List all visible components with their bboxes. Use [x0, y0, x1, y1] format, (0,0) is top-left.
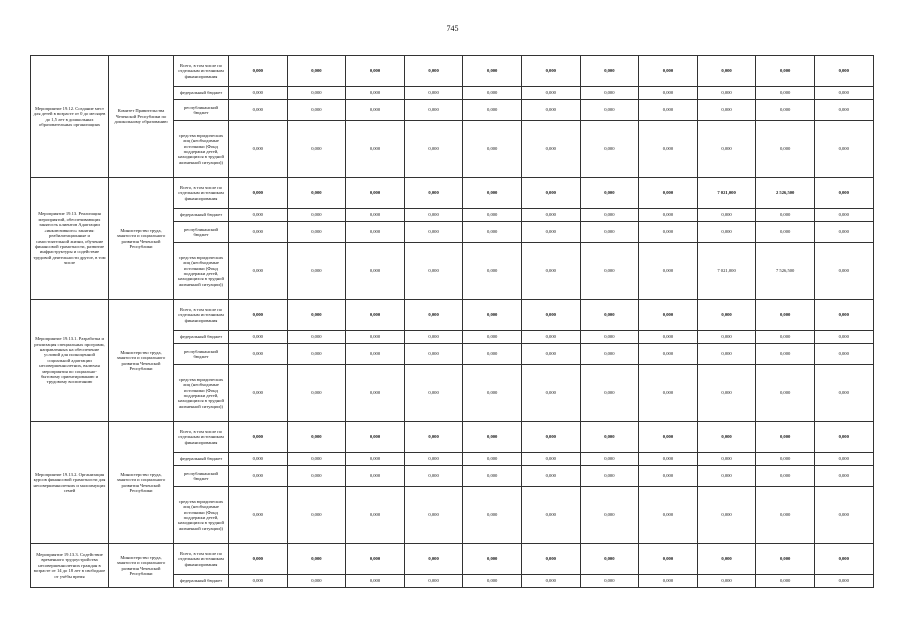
value-cell: 0,000	[756, 100, 815, 121]
value-cell: 0,000	[580, 56, 639, 87]
value-cell: 0,000	[756, 331, 815, 344]
value-cell: 0,000	[639, 243, 698, 300]
value-cell: 0,000	[404, 243, 463, 300]
value-cell: 0,000	[521, 178, 580, 209]
value-cell: 0,000	[346, 243, 405, 300]
value-cell: 0,000	[229, 222, 288, 243]
value-cell: 0,000	[463, 121, 522, 178]
value-cell: 0,000	[229, 487, 288, 544]
value-cell: 0,000	[287, 300, 346, 331]
value-cell: 0,000	[580, 365, 639, 422]
value-cell: 0,000	[580, 209, 639, 222]
value-cell: 0,000	[287, 575, 346, 588]
value-cell: 0,000	[814, 544, 873, 575]
funding-source-cell: республиканский бюджет	[174, 100, 229, 121]
value-cell: 0,000	[346, 178, 405, 209]
value-cell: 0,000	[814, 121, 873, 178]
value-cell: 0,000	[639, 544, 698, 575]
value-cell: 0,000	[287, 178, 346, 209]
value-cell: 0,000	[814, 344, 873, 365]
value-cell: 0,000	[521, 222, 580, 243]
table-row	[31, 178, 874, 209]
value-cell: 0,000	[580, 331, 639, 344]
value-cell: 0,000	[756, 222, 815, 243]
value-cell: 0,000	[404, 422, 463, 453]
value-cell: 0,000	[404, 331, 463, 344]
value-cell: 0,000	[639, 331, 698, 344]
value-cell: 0,000	[287, 331, 346, 344]
value-cell: 0,000	[580, 487, 639, 544]
value-cell: 0,000	[346, 300, 405, 331]
value-cell: 0,000	[463, 56, 522, 87]
value-cell: 0,000	[404, 87, 463, 100]
value-cell: 0,000	[814, 331, 873, 344]
value-cell: 0,000	[756, 87, 815, 100]
value-cell: 0,000	[697, 222, 756, 243]
executor-cell: Министерство труда, занятости и социального развития Чеченской Республики	[109, 544, 174, 588]
value-cell: 0,000	[463, 222, 522, 243]
value-cell: 0,000	[521, 300, 580, 331]
value-cell: 0,000	[229, 178, 288, 209]
value-cell: 0,000	[463, 209, 522, 222]
value-cell: 0,000	[463, 344, 522, 365]
value-cell: 0,000	[639, 209, 698, 222]
funding-source-cell: средства юридических лиц (необходимые источники (Фонд поддержки детей, находящихся в трудной жизненной ситуации))	[174, 243, 229, 300]
value-cell: 0,000	[639, 121, 698, 178]
value-cell: 0,000	[756, 209, 815, 222]
funding-source-cell: средства юридических лиц (необходимые источники (Фонд поддержки детей, находящихся в трудной жизненной ситуации))	[174, 365, 229, 422]
value-cell: 0,000	[697, 453, 756, 466]
value-cell: 0,000	[521, 453, 580, 466]
value-cell: 0,000	[756, 544, 815, 575]
value-cell: 0,000	[580, 422, 639, 453]
value-cell: 0,000	[521, 331, 580, 344]
value-cell: 0,000	[229, 544, 288, 575]
value-cell: 0,000	[814, 56, 873, 87]
funding-source-cell: Всего, в том числе по отдельным источникам финансирования	[174, 544, 229, 575]
value-cell: 0,000	[463, 422, 522, 453]
value-cell: 0,000	[521, 344, 580, 365]
value-cell: 0,000	[580, 87, 639, 100]
value-cell: 0,000	[463, 300, 522, 331]
value-cell: 0,000	[287, 243, 346, 300]
value-cell: 0,000	[229, 422, 288, 453]
value-cell: 0,000	[346, 121, 405, 178]
value-cell: 0,000	[404, 222, 463, 243]
value-cell: 0,000	[404, 178, 463, 209]
value-cell: 0,000	[697, 344, 756, 365]
value-cell: 0,000	[639, 87, 698, 100]
value-cell: 0,000	[521, 365, 580, 422]
value-cell: 7 021,000	[697, 178, 756, 209]
value-cell: 0,000	[697, 331, 756, 344]
value-cell: 0,000	[521, 466, 580, 487]
value-cell: 2 526,500	[756, 178, 815, 209]
value-cell: 0,000	[229, 466, 288, 487]
value-cell: 0,000	[756, 422, 815, 453]
value-cell: 0,000	[287, 544, 346, 575]
value-cell: 0,000	[814, 365, 873, 422]
event-cell: Мероприятие 19.13.2. Организация курсов финансовой грамотности для несовершеннолетних и малоимущих семей	[31, 422, 109, 544]
value-cell: 0,000	[287, 487, 346, 544]
funding-source-cell: федеральный бюджет	[174, 575, 229, 588]
funding-source-cell: федеральный бюджет	[174, 453, 229, 466]
value-cell: 0,000	[756, 466, 815, 487]
value-cell: 0,000	[463, 87, 522, 100]
value-cell: 0,000	[521, 487, 580, 544]
value-cell: 0,000	[639, 56, 698, 87]
value-cell: 0,000	[346, 331, 405, 344]
value-cell: 0,000	[639, 466, 698, 487]
value-cell: 7 526,500	[756, 243, 815, 300]
value-cell: 0,000	[404, 344, 463, 365]
value-cell: 0,000	[697, 487, 756, 544]
value-cell: 0,000	[639, 344, 698, 365]
value-cell: 0,000	[287, 100, 346, 121]
value-cell: 0,000	[287, 209, 346, 222]
executor-cell: Комитет Правительства Чеченской Республики по дошкольному образованию	[109, 56, 174, 178]
value-cell: 0,000	[697, 209, 756, 222]
funding-source-cell: Всего, в том числе по отдельным источникам финансирования	[174, 422, 229, 453]
value-cell: 0,000	[580, 453, 639, 466]
value-cell: 0,000	[229, 300, 288, 331]
value-cell: 0,000	[697, 365, 756, 422]
value-cell: 0,000	[639, 178, 698, 209]
value-cell: 0,000	[229, 209, 288, 222]
value-cell: 0,000	[756, 56, 815, 87]
event-cell: Мероприятие 19.13.3. Содействие временного трудоустройства несовершеннолетних граждан в возрасте от 14 до 18 лет в свободное от учёбы время	[31, 544, 109, 588]
value-cell: 0,000	[287, 222, 346, 243]
executor-cell: Министерство труда, занятости и социального развития Чеченской Республики	[109, 178, 174, 300]
value-cell: 0,000	[346, 466, 405, 487]
funding-source-cell: федеральный бюджет	[174, 87, 229, 100]
value-cell: 0,000	[697, 575, 756, 588]
value-cell: 0,000	[580, 300, 639, 331]
event-cell: Мероприятие 19.12. Создание мест для детей в возрасте от 0 до месяцев до 1,5 лет в дошкольных образовательных организациях	[31, 56, 109, 178]
value-cell: 0,000	[697, 422, 756, 453]
value-cell: 0,000	[697, 100, 756, 121]
value-cell: 0,000	[814, 487, 873, 544]
funding-source-cell: Всего, в том числе по отдельным источникам финансирования	[174, 178, 229, 209]
funding-source-cell: федеральный бюджет	[174, 331, 229, 344]
funding-source-cell: средства юридических лиц (необходимые источники (Фонд поддержки детей, находящихся в трудной жизненной ситуации))	[174, 487, 229, 544]
value-cell: 0,000	[814, 87, 873, 100]
value-cell: 0,000	[580, 344, 639, 365]
value-cell: 0,000	[287, 466, 346, 487]
value-cell: 0,000	[697, 300, 756, 331]
value-cell: 0,000	[229, 87, 288, 100]
value-cell: 0,000	[229, 331, 288, 344]
value-cell: 0,000	[756, 575, 815, 588]
value-cell: 0,000	[229, 243, 288, 300]
executor-cell: Министерство труда, занятости и социального развития Чеченской Республики	[109, 300, 174, 422]
value-cell: 0,000	[521, 544, 580, 575]
funding-source-cell: Всего, в том числе по отдельным источникам финансирования	[174, 300, 229, 331]
page-number: 745	[446, 24, 459, 33]
value-cell: 0,000	[346, 87, 405, 100]
value-cell: 0,000	[814, 243, 873, 300]
value-cell: 0,000	[463, 243, 522, 300]
value-cell: 0,000	[404, 300, 463, 331]
budget-table	[30, 55, 874, 588]
value-cell: 0,000	[287, 453, 346, 466]
value-cell: 0,000	[346, 222, 405, 243]
value-cell: 0,000	[814, 575, 873, 588]
value-cell: 0,000	[463, 544, 522, 575]
value-cell: 0,000	[639, 487, 698, 544]
value-cell: 0,000	[580, 243, 639, 300]
value-cell: 0,000	[580, 222, 639, 243]
value-cell: 0,000	[814, 453, 873, 466]
value-cell: 0,000	[521, 209, 580, 222]
value-cell: 0,000	[521, 87, 580, 100]
value-cell: 0,000	[521, 243, 580, 300]
value-cell: 0,000	[346, 487, 405, 544]
value-cell: 0,000	[639, 222, 698, 243]
value-cell: 0,000	[521, 575, 580, 588]
table-row	[31, 300, 874, 331]
value-cell: 0,000	[463, 178, 522, 209]
value-cell: 0,000	[287, 121, 346, 178]
value-cell: 0,000	[346, 422, 405, 453]
value-cell: 0,000	[697, 56, 756, 87]
value-cell: 0,000	[287, 422, 346, 453]
funding-source-cell: федеральный бюджет	[174, 209, 229, 222]
funding-source-cell: Всего, в том числе по отдельным источникам финансирования	[174, 56, 229, 87]
value-cell: 0,000	[814, 222, 873, 243]
funding-source-cell: республиканский бюджет	[174, 344, 229, 365]
value-cell: 0,000	[404, 575, 463, 588]
value-cell: 0,000	[639, 365, 698, 422]
value-cell: 0,000	[756, 300, 815, 331]
value-cell: 0,000	[463, 453, 522, 466]
value-cell: 0,000	[463, 100, 522, 121]
value-cell: 0,000	[404, 56, 463, 87]
value-cell: 0,000	[346, 344, 405, 365]
value-cell: 0,000	[580, 178, 639, 209]
value-cell: 0,000	[229, 365, 288, 422]
value-cell: 0,000	[229, 56, 288, 87]
value-cell: 0,000	[697, 466, 756, 487]
value-cell: 0,000	[229, 453, 288, 466]
value-cell: 0,000	[814, 466, 873, 487]
value-cell: 0,000	[346, 209, 405, 222]
value-cell: 0,000	[580, 544, 639, 575]
value-cell: 0,000	[404, 544, 463, 575]
value-cell: 0,000	[580, 121, 639, 178]
value-cell: 0,000	[463, 466, 522, 487]
value-cell: 0,000	[580, 466, 639, 487]
value-cell: 0,000	[639, 575, 698, 588]
value-cell: 0,000	[697, 121, 756, 178]
value-cell: 0,000	[521, 100, 580, 121]
value-cell: 0,000	[521, 56, 580, 87]
value-cell: 0,000	[404, 466, 463, 487]
funding-source-cell: средства юридических лиц (необходимые источники (Фонд поддержки детей, находящихся в трудной жизненной ситуации))	[174, 121, 229, 178]
table-row	[31, 544, 874, 575]
funding-source-cell: республиканский бюджет	[174, 466, 229, 487]
value-cell: 0,000	[814, 300, 873, 331]
value-cell: 0,000	[521, 121, 580, 178]
table-row	[31, 422, 874, 453]
value-cell: 0,000	[229, 121, 288, 178]
value-cell: 0,000	[580, 100, 639, 121]
value-cell: 0,000	[346, 544, 405, 575]
event-cell: Мероприятие 19.13.1. Разработка и реализация специальных программ, направленных на обеспечение условий для полноценной социальной адаптации несовершеннолетних, включая мероприятия по социально-бытовому ориентированию и трудовому воспитанию	[31, 300, 109, 422]
value-cell: 0,000	[404, 365, 463, 422]
value-cell: 0,000	[346, 365, 405, 422]
value-cell: 0,000	[229, 344, 288, 365]
value-cell: 0,000	[814, 178, 873, 209]
value-cell: 0,000	[463, 487, 522, 544]
value-cell: 0,000	[756, 344, 815, 365]
value-cell: 0,000	[756, 365, 815, 422]
value-cell: 0,000	[639, 453, 698, 466]
value-cell: 0,000	[756, 121, 815, 178]
value-cell: 0,000	[346, 56, 405, 87]
value-cell: 0,000	[463, 331, 522, 344]
value-cell: 0,000	[639, 300, 698, 331]
event-cell: Мероприятие 19.13. Реализация мероприятий, обеспечивающих занятость клиентов Адаптации «инклюзивного» занятия: реабилитационные и самостоятельной жизни, обучение финансовой грамотности, развитие инфраструктуры и содействие трудовой деятельности другое, в том числе	[31, 178, 109, 300]
value-cell: 7 021,000	[697, 243, 756, 300]
value-cell: 0,000	[287, 365, 346, 422]
executor-cell: Министерство труда, занятости и социального развития Чеченской Республики	[109, 422, 174, 544]
value-cell: 0,000	[346, 453, 405, 466]
value-cell: 0,000	[756, 487, 815, 544]
value-cell: 0,000	[287, 344, 346, 365]
value-cell: 0,000	[639, 422, 698, 453]
value-cell: 0,000	[287, 56, 346, 87]
value-cell: 0,000	[229, 100, 288, 121]
value-cell: 0,000	[521, 422, 580, 453]
value-cell: 0,000	[697, 544, 756, 575]
funding-source-cell: республиканский бюджет	[174, 222, 229, 243]
value-cell: 0,000	[404, 487, 463, 544]
value-cell: 0,000	[463, 365, 522, 422]
value-cell: 0,000	[580, 575, 639, 588]
value-cell: 0,000	[814, 100, 873, 121]
value-cell: 0,000	[346, 575, 405, 588]
value-cell: 0,000	[463, 575, 522, 588]
value-cell: 0,000	[639, 100, 698, 121]
value-cell: 0,000	[404, 100, 463, 121]
value-cell: 0,000	[756, 453, 815, 466]
value-cell: 0,000	[229, 575, 288, 588]
value-cell: 0,000	[404, 209, 463, 222]
value-cell: 0,000	[697, 87, 756, 100]
value-cell: 0,000	[814, 422, 873, 453]
table-row	[31, 56, 874, 87]
value-cell: 0,000	[404, 121, 463, 178]
value-cell: 0,000	[814, 209, 873, 222]
value-cell: 0,000	[346, 100, 405, 121]
value-cell: 0,000	[287, 87, 346, 100]
value-cell: 0,000	[404, 453, 463, 466]
